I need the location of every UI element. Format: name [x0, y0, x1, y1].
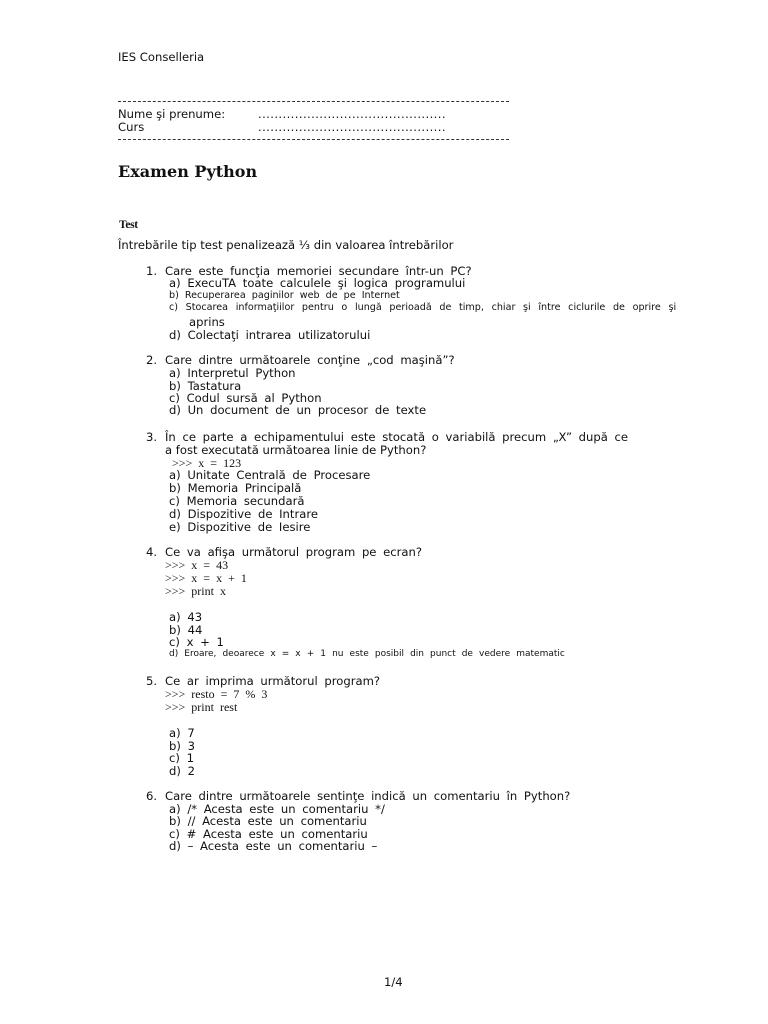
divider-top [118, 101, 509, 102]
answer-option: c) Memoria secundară [169, 494, 305, 508]
divider-bottom [118, 139, 509, 140]
answer-option: d) – Acesta este un comentariu – [169, 839, 378, 853]
question-number: 6. [146, 789, 158, 803]
answer-option: a) 7 [169, 726, 195, 740]
answer-option: b) 3 [169, 739, 195, 753]
name-field: .............................................. [258, 107, 446, 121]
question-text: Care este funcţia memoriei secundare într-un PC? [165, 264, 472, 278]
name-label: Nume şi prenume: [118, 107, 226, 121]
answer-option: b) // Acesta este un comentariu [169, 814, 367, 828]
answer-option: c) x + 1 [169, 635, 224, 649]
question-number: 5. [146, 674, 158, 688]
answer-option: c) Stocarea informaţiilor pentru o lungă perioadă de timp, chiar şi între ciclurile de oprire şi [169, 302, 677, 313]
answer-option: b) 44 [169, 623, 203, 637]
answer-option: d) Dispozitive de Intrare [169, 507, 318, 521]
question-text: În ce parte a echipamentului este stocată o variabilă precum „X” după ce [165, 430, 628, 444]
answer-option: c) 1 [169, 751, 194, 765]
answer-option: a) /* Acesta este un comentariu */ [169, 802, 385, 816]
question-text-continued: a fost executată următoarea linie de Python? [165, 443, 427, 457]
school-name: IES Conselleria [118, 50, 205, 64]
code-line: >>> x = 123 [172, 456, 242, 470]
section-note: Întrebările tip test penalizează ⅓ din valoarea întrebărilor [118, 238, 454, 252]
code-line: >>> print x [165, 584, 226, 598]
question-number: 3. [146, 430, 158, 444]
course-field: .............................................. [258, 120, 446, 134]
answer-option: d) Un document de un procesor de texte [169, 403, 427, 417]
question-text: Care dintre următoarele sentinţe indică un comentariu în Python? [165, 789, 571, 803]
answer-option: c) Codul sursă al Python [169, 391, 322, 405]
answer-option: d) Eroare, deoarece x = x + 1 nu este posibil din punct de vedere matematic [169, 649, 565, 659]
answer-option: b) Tastatura [169, 379, 242, 393]
answer-option: e) Dispozitive de Iesire [169, 520, 311, 534]
page-number: 1/4 [384, 975, 403, 989]
question-number: 2. [146, 353, 158, 367]
code-line: >>> x = x + 1 [165, 571, 247, 585]
code-line: >>> x = 43 [165, 558, 229, 572]
code-line: >>> resto = 7 % 3 [165, 687, 268, 701]
answer-option: a) Interpretul Python [169, 366, 296, 380]
code-line: >>> print rest [165, 700, 238, 714]
section-heading: Test [119, 219, 138, 231]
question-text: Care dintre următoarele conţine „cod maşină”? [165, 353, 455, 367]
answer-option: c) # Acesta este un comentariu [169, 827, 368, 841]
course-label: Curs [118, 120, 145, 134]
page-title: Examen Python [118, 162, 258, 181]
answer-option: b) Memoria Principală [169, 481, 302, 495]
question-number: 4. [146, 545, 158, 559]
answer-option: a) 43 [169, 610, 203, 624]
answer-option: d) 2 [169, 764, 195, 778]
answer-option: b) Recuperarea paginilor web de pe Internet [169, 290, 400, 301]
answer-option-continued: aprins [189, 315, 225, 329]
question-text: Ce ar imprima următorul program? [165, 674, 381, 688]
question-text: Ce va afişa următorul program pe ecran? [165, 545, 423, 559]
answer-option: a) ExecuTA toate calculele şi logica programului [169, 276, 466, 290]
question-number: 1. [146, 264, 158, 278]
answer-option: a) Unitate Centrală de Procesare [169, 468, 371, 482]
answer-option: d) Colectaţi intrarea utilizatorului [169, 328, 371, 342]
